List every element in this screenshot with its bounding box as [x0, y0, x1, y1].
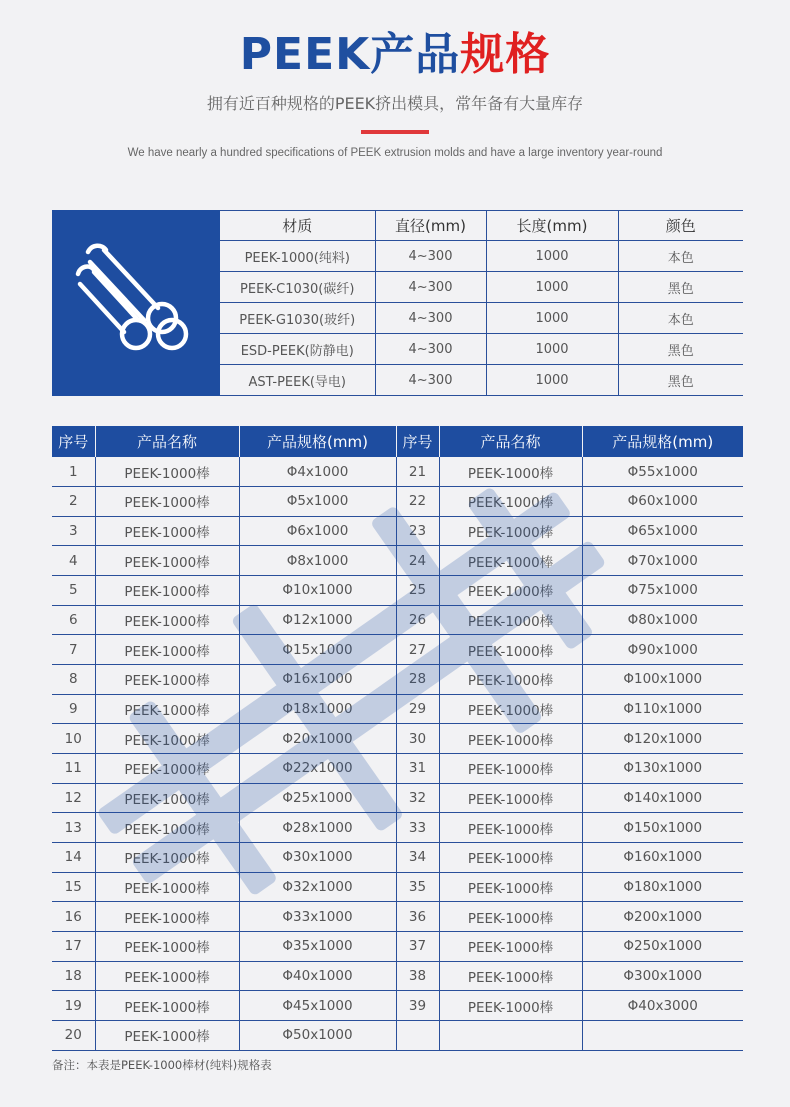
product-name: PEEK-1000棒 [439, 457, 582, 487]
header-product-name: 产品名称 [95, 426, 239, 457]
color-value: 黑色 [618, 365, 743, 396]
row-index: 34 [396, 843, 439, 873]
row-index: 7 [52, 635, 95, 665]
row-index: 2 [52, 487, 95, 517]
title-main: PEEK产品 [239, 29, 461, 80]
product-name: PEEK-1000棒 [439, 605, 582, 635]
product-name: PEEK-1000棒 [439, 516, 582, 546]
product-name: PEEK-1000棒 [439, 783, 582, 813]
product-name: PEEK-1000棒 [439, 843, 582, 873]
product-spec: Φ55x1000 [582, 457, 743, 487]
table-row [52, 457, 743, 487]
product-spec: Φ30x1000 [239, 843, 396, 873]
product-spec: Φ25x1000 [239, 783, 396, 813]
header-product-name-2: 产品名称 [439, 426, 582, 457]
table-row [52, 813, 743, 843]
row-index: 14 [52, 843, 95, 873]
material-name: AST-PEEK(导电) [220, 365, 375, 396]
product-name: PEEK-1000棒 [95, 754, 239, 784]
row-index: 19 [52, 991, 95, 1021]
header-length: 长度(mm) [486, 211, 618, 241]
row-index: 3 [52, 516, 95, 546]
product-name [439, 1020, 582, 1050]
product-spec: Φ250x1000 [582, 932, 743, 962]
materials-row [220, 272, 743, 303]
row-index: 10 [52, 724, 95, 754]
row-index: 1 [52, 457, 95, 487]
table-row [52, 932, 743, 962]
product-spec: Φ6x1000 [239, 516, 396, 546]
material-name: PEEK-G1030(玻纤) [220, 303, 375, 334]
color-value: 黑色 [618, 334, 743, 365]
product-name: PEEK-1000棒 [439, 932, 582, 962]
color-value: 黑色 [618, 272, 743, 303]
material-name: PEEK-1000(纯料) [220, 241, 375, 272]
header-material: 材质 [220, 211, 375, 241]
product-name: PEEK-1000棒 [439, 576, 582, 606]
product-spec: Φ120x1000 [582, 724, 743, 754]
title-accent: 规格 [460, 29, 551, 80]
product-name: PEEK-1000棒 [95, 902, 239, 932]
product-spec: Φ100x1000 [582, 665, 743, 695]
product-spec: Φ180x1000 [582, 872, 743, 902]
row-index: 32 [396, 783, 439, 813]
product-name: PEEK-1000棒 [95, 724, 239, 754]
table-row [52, 991, 743, 1021]
row-index: 9 [52, 694, 95, 724]
product-spec: Φ160x1000 [582, 843, 743, 873]
length-value: 1000 [486, 365, 618, 396]
product-spec: Φ75x1000 [582, 576, 743, 606]
product-spec: Φ50x1000 [239, 1020, 396, 1050]
product-spec: Φ5x1000 [239, 487, 396, 517]
row-index: 16 [52, 902, 95, 932]
product-name: PEEK-1000棒 [95, 961, 239, 991]
product-spec: Φ80x1000 [582, 605, 743, 635]
product-spec: Φ130x1000 [582, 754, 743, 784]
diameter-range: 4~300 [375, 303, 486, 334]
color-value: 本色 [618, 241, 743, 272]
row-index: 29 [396, 694, 439, 724]
product-name: PEEK-1000棒 [95, 635, 239, 665]
table-note: 备注：本表是PEEK-1000棒材(纯料)规格表 [52, 1058, 272, 1072]
product-name: PEEK-1000棒 [439, 813, 582, 843]
table-row [52, 576, 743, 606]
product-spec: Φ40x3000 [582, 991, 743, 1021]
product-spec: Φ8x1000 [239, 546, 396, 576]
product-spec: Φ140x1000 [582, 783, 743, 813]
row-index: 39 [396, 991, 439, 1021]
product-spec: Φ12x1000 [239, 605, 396, 635]
product-name: PEEK-1000棒 [439, 665, 582, 695]
table-row [52, 694, 743, 724]
product-spec: Φ65x1000 [582, 516, 743, 546]
color-value: 本色 [618, 303, 743, 334]
table-row [52, 961, 743, 991]
materials-row [220, 365, 743, 396]
product-spec: Φ60x1000 [582, 487, 743, 517]
product-name: PEEK-1000棒 [439, 487, 582, 517]
materials-row [220, 334, 743, 365]
product-name: PEEK-1000棒 [439, 754, 582, 784]
product-name: PEEK-1000棒 [95, 843, 239, 873]
table-row [52, 487, 743, 517]
materials-row [220, 241, 743, 272]
subtitle-english: We have nearly a hundred specifications of PEEK extrusion molds and have a large inventory year-round [127, 147, 663, 159]
title-divider [361, 130, 429, 134]
table-row [52, 754, 743, 784]
row-index: 15 [52, 872, 95, 902]
product-name: PEEK-1000棒 [95, 457, 239, 487]
product-name: PEEK-1000棒 [95, 576, 239, 606]
product-spec: Φ70x1000 [582, 546, 743, 576]
product-name: PEEK-1000棒 [95, 605, 239, 635]
row-index: 36 [396, 902, 439, 932]
product-spec: Φ300x1000 [582, 961, 743, 991]
diameter-range: 4~300 [375, 241, 486, 272]
product-name: PEEK-1000棒 [95, 872, 239, 902]
product-name: PEEK-1000棒 [95, 991, 239, 1021]
product-spec: Φ16x1000 [239, 665, 396, 695]
table-row [52, 605, 743, 635]
product-name: PEEK-1000棒 [439, 635, 582, 665]
product-spec: Φ45x1000 [239, 991, 396, 1021]
product-name: PEEK-1000棒 [95, 932, 239, 962]
product-name: PEEK-1000棒 [95, 516, 239, 546]
row-index: 33 [396, 813, 439, 843]
table-row [52, 902, 743, 932]
table-row [52, 546, 743, 576]
diameter-range: 4~300 [375, 272, 486, 303]
row-index: 11 [52, 754, 95, 784]
rod-bundle-icon [52, 210, 220, 396]
row-index: 31 [396, 754, 439, 784]
product-spec: Φ20x1000 [239, 724, 396, 754]
product-name: PEEK-1000棒 [439, 872, 582, 902]
row-index: 26 [396, 605, 439, 635]
header-diameter: 直径(mm) [375, 211, 486, 241]
row-index: 28 [396, 665, 439, 695]
product-name: PEEK-1000棒 [439, 694, 582, 724]
length-value: 1000 [486, 272, 618, 303]
page-title [0, 18, 790, 82]
row-index: 21 [396, 457, 439, 487]
row-index: 35 [396, 872, 439, 902]
diameter-range: 4~300 [375, 365, 486, 396]
product-spec: Φ90x1000 [582, 635, 743, 665]
material-name: ESD-PEEK(防静电) [220, 334, 375, 365]
row-index: 13 [52, 813, 95, 843]
product-spec: Φ4x1000 [239, 457, 396, 487]
product-name: PEEK-1000棒 [439, 902, 582, 932]
row-index: 24 [396, 546, 439, 576]
product-spec: Φ40x1000 [239, 961, 396, 991]
product-spec: Φ32x1000 [239, 872, 396, 902]
table-row [52, 1020, 743, 1050]
length-value: 1000 [486, 303, 618, 334]
header-product-spec-2: 产品规格(mm) [582, 426, 743, 457]
product-spec: Φ150x1000 [582, 813, 743, 843]
material-name: PEEK-C1030(碳纤) [220, 272, 375, 303]
header-product-spec: 产品规格(mm) [239, 426, 396, 457]
row-index: 8 [52, 665, 95, 695]
row-index: 17 [52, 932, 95, 962]
product-name: PEEK-1000棒 [95, 1020, 239, 1050]
subtitle-chinese: 拥有近百种规格的PEEK挤出模具，常年备有大量库存 [206, 94, 584, 113]
row-index: 27 [396, 635, 439, 665]
product-spec: Φ10x1000 [239, 576, 396, 606]
product-spec: Φ28x1000 [239, 813, 396, 843]
materials-icon-panel [52, 210, 220, 396]
length-value: 1000 [486, 241, 618, 272]
product-spec: Φ18x1000 [239, 694, 396, 724]
product-name: PEEK-1000棒 [439, 991, 582, 1021]
product-name: PEEK-1000棒 [439, 961, 582, 991]
spec-header-row [52, 426, 743, 457]
product-spec: Φ33x1000 [239, 902, 396, 932]
row-index: 20 [52, 1020, 95, 1050]
product-name: PEEK-1000棒 [439, 724, 582, 754]
header-index-2: 序号 [396, 426, 439, 457]
row-index: 18 [52, 961, 95, 991]
product-name: PEEK-1000棒 [95, 813, 239, 843]
spec-table [52, 426, 743, 1051]
product-spec: Φ110x1000 [582, 694, 743, 724]
row-index [396, 1020, 439, 1050]
row-index: 38 [396, 961, 439, 991]
row-index: 6 [52, 605, 95, 635]
length-value: 1000 [486, 334, 618, 365]
row-index: 23 [396, 516, 439, 546]
header-index: 序号 [52, 426, 95, 457]
header-color: 颜色 [618, 211, 743, 241]
product-spec: Φ200x1000 [582, 902, 743, 932]
materials-row [220, 303, 743, 334]
row-index: 4 [52, 546, 95, 576]
product-name: PEEK-1000棒 [439, 546, 582, 576]
table-row [52, 665, 743, 695]
product-spec: Φ15x1000 [239, 635, 396, 665]
product-spec: Φ35x1000 [239, 932, 396, 962]
table-row [52, 783, 743, 813]
table-row [52, 724, 743, 754]
table-row [52, 516, 743, 546]
product-name: PEEK-1000棒 [95, 487, 239, 517]
product-name: PEEK-1000棒 [95, 665, 239, 695]
row-index: 25 [396, 576, 439, 606]
product-name: PEEK-1000棒 [95, 546, 239, 576]
materials-section [52, 210, 743, 396]
product-name: PEEK-1000棒 [95, 783, 239, 813]
row-index: 22 [396, 487, 439, 517]
materials-table [220, 210, 743, 396]
product-spec [582, 1020, 743, 1050]
table-row [52, 635, 743, 665]
table-row [52, 843, 743, 873]
row-index: 12 [52, 783, 95, 813]
row-index: 5 [52, 576, 95, 606]
table-row [52, 872, 743, 902]
row-index: 30 [396, 724, 439, 754]
row-index: 37 [396, 932, 439, 962]
materials-header-row [220, 211, 743, 241]
product-name: PEEK-1000棒 [95, 694, 239, 724]
product-spec: Φ22x1000 [239, 754, 396, 784]
diameter-range: 4~300 [375, 334, 486, 365]
